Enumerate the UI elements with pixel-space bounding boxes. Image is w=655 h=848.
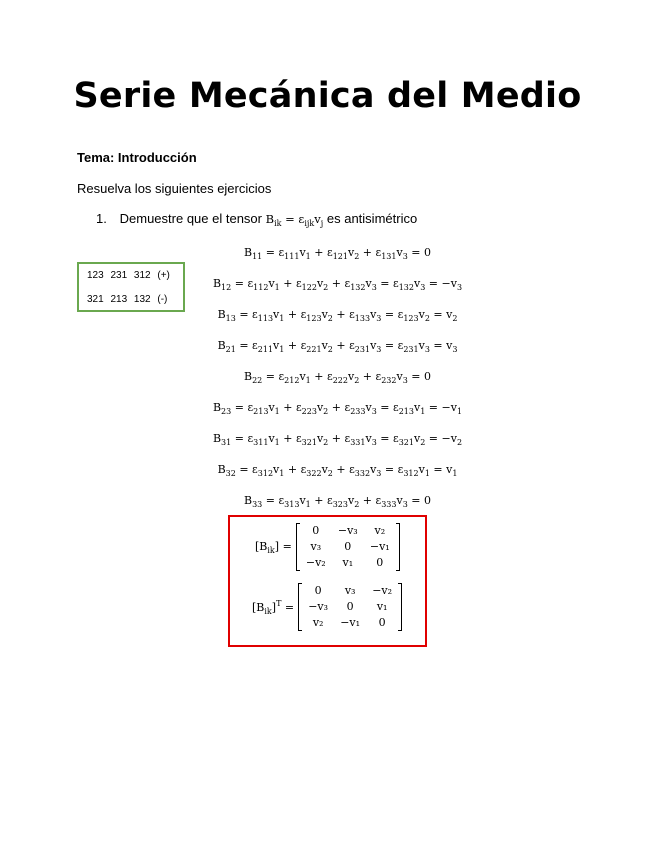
permutation-box [77, 262, 185, 312]
even-permutations: 123 231 312 (+) [87, 270, 170, 281]
matrix-cell: −v₁ [369, 540, 390, 553]
matrix-b [300, 523, 396, 571]
matrix-cell: −v₃ [337, 524, 358, 537]
matrix-b-row [255, 523, 400, 571]
matrix-cell: −v₃ [308, 600, 329, 613]
matrix-cell: v₂ [312, 616, 324, 629]
equation-b13: $B_{13} = \varepsilon_{113}v_1 + \varepsilon_{123}v_2 + \varepsilon_{133}v_3 = \varepsilon_{123}v_2 = v_2$ [217, 308, 458, 323]
matrix-cell: −v₁ [340, 616, 361, 629]
matrix-bt-row [252, 583, 402, 631]
exercise-text-after: es antisimétrico [326, 211, 418, 226]
exercise-text-before: Demuestre que el tensor [119, 211, 262, 226]
matrix-cell: 0 [314, 584, 322, 597]
odd-permutations: 321 213 132 (-) [87, 294, 168, 305]
equation-b33: $B_{33} = \varepsilon_{313}v_1 + \varepsilon_{323}v_2 + \varepsilon_{333}v_3 = 0$ [243, 494, 432, 509]
tensor-expression: $B_{ik} = \varepsilon_{ijk}v_j$ [265, 212, 324, 228]
matrix-cell: v₁ [376, 600, 388, 613]
matrix-cell: v₁ [342, 556, 354, 569]
right-bracket [398, 583, 402, 631]
equation-b22: $B_{22} = \varepsilon_{212}v_1 + \varepsilon_{222}v_2 + \varepsilon_{232}v_3 = 0$ [243, 370, 432, 385]
matrix-cell: 0 [378, 616, 386, 629]
equation-b11: $B_{11} = \varepsilon_{111}v_1 + \varepsilon_{121}v_2 + \varepsilon_{131}v_3 = 0$ [243, 246, 432, 261]
document-title: Serie Mecánica del Medio [73, 76, 582, 116]
equation-b32: $B_{32} = \varepsilon_{312}v_1 + \varepsilon_{322}v_2 + \varepsilon_{332}v_3 = \varepsilon_{312}v_1 = v_1$ [217, 463, 458, 478]
matrix-cell: 0 [344, 540, 352, 553]
matrix-cell: 0 [346, 600, 354, 613]
matrix-cell: 0 [312, 524, 320, 537]
matrix-cell: −v₂ [372, 584, 393, 597]
matrix-cell: v₂ [374, 524, 386, 537]
exercise-1 [96, 211, 417, 228]
matrix-cell: 0 [376, 556, 384, 569]
equation-b21: $B_{21} = \varepsilon_{211}v_1 + \varepsilon_{221}v_2 + \varepsilon_{231}v_3 = \varepsilon_{231}v_3 = v_3$ [217, 339, 458, 354]
equation-b12: $B_{12} = \varepsilon_{112}v_1 + \varepsilon_{122}v_2 + \varepsilon_{132}v_3 = \varepsilon_{132}v_3 = -v_3$ [212, 277, 463, 292]
matrix-b-label: $[B_{ik}]$ = [255, 539, 292, 555]
matrix-bt [302, 583, 398, 631]
instructions-text: Resuelva los siguientes ejercicios [77, 181, 272, 196]
exercise-number: 1. [96, 211, 107, 226]
equation-b31: $B_{31} = \varepsilon_{311}v_1 + \varepsilon_{321}v_2 + \varepsilon_{331}v_3 = \varepsilon_{321}v_2 = -v_2$ [212, 432, 463, 447]
topic-heading: Tema: Introducción [77, 150, 197, 165]
matrix-cell: v₃ [310, 540, 322, 553]
equation-b23: $B_{23} = \varepsilon_{213}v_1 + \varepsilon_{223}v_2 + \varepsilon_{233}v_3 = \varepsilon_{213}v_1 = -v_1$ [212, 401, 463, 416]
matrix-bt-label: $[B_{ik}]^T$ = [252, 598, 295, 616]
right-bracket [396, 523, 400, 571]
matrix-cell: v₃ [344, 584, 356, 597]
matrix-cell: −v₂ [305, 556, 326, 569]
